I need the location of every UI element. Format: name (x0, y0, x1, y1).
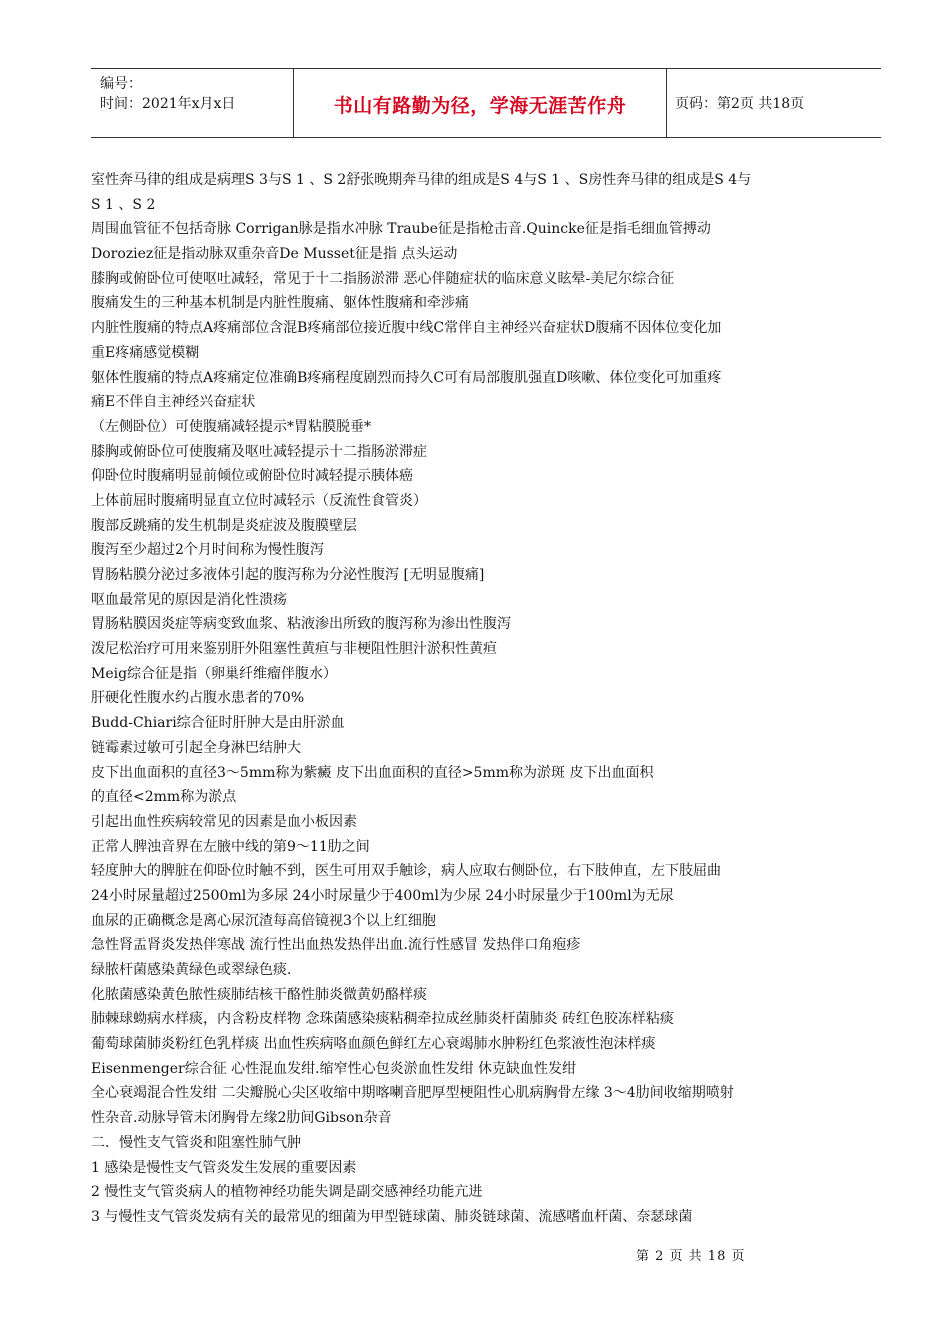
text-line: 化脓菌感染黄色脓性痰肺结核干酪性肺炎微黄奶酪样痰 (91, 986, 427, 1003)
text-line: 泼尼松治疗可用来鉴别肝外阻塞性黄疸与非梗阻性胆汁淤积性黄疸 (91, 641, 497, 658)
page-header (91, 68, 881, 138)
text-line: 肺棘球蚴病水样痰，内含粉皮样物 念珠菌感染痰粘稠牵拉成丝肺炎杆菌肺炎 砖红色胶冻样粘痰 (91, 1011, 674, 1028)
text-line: 躯体性腹痛的特点A疼痛定位准确B疼痛程度剧烈而持久C可有局部腹肌强直D咳嗽、体位变化可加重疼 (91, 369, 722, 386)
text-line: 1 感染是慢性支气管炎发生发展的重要因素 (91, 1159, 357, 1176)
text-line: 仰卧位时腹痛明显前倾位或俯卧位时减轻提示胰体癌 (91, 468, 413, 485)
text-line: 肝硬化性腹水约占腹水患者的70% (91, 690, 305, 707)
text-line: 绿脓杆菌感染黄绿色或翠绿色痰. (91, 962, 292, 978)
text-line: 全心衰竭混合性发绀 二尖瓣脱心尖区收缩中期喀喇音肥厚型梗阻性心肌病胸骨左缘 3～4肋间收缩期喷射 (91, 1085, 734, 1102)
document-number-label: 编号： (100, 76, 142, 92)
text-line: Budd-Chiari综合征时肝肿大是由肝淤血 (91, 715, 345, 732)
text-line: 重E疼痛感觉模糊 (91, 344, 200, 361)
text-line: Eisenmenger综合征 心性混血发绀.缩窄性心包炎淤血性发绀 休克缺血性发绀 (91, 1060, 577, 1077)
text-line: 腹部反跳痛的发生机制是炎症波及腹膜壁层 (91, 517, 357, 534)
text-line: 腹泻至少超过2个月时间称为慢性腹泻 (91, 542, 324, 559)
text-line: 3 与慢性支气管炎发病有关的最常见的细菌为甲型链球菌、肺炎链球菌、流感嗜血杆菌、奈瑟球菌 (91, 1208, 693, 1225)
page-footer: 第 2 页 共 18 页 (636, 1249, 746, 1264)
text-line: 腹痛发生的三种基本机制是内脏性腹痛、躯体性腹痛和牵涉痛 (91, 295, 469, 312)
header-meta-cell (91, 69, 293, 137)
text-line: 24小时尿量超过2500ml为多尿 24小时尿量少于400ml为少尿 24小时尿量少于100ml为无尿 (91, 887, 674, 904)
text-line: S 1 、S 2 (91, 196, 156, 213)
text-line: 胃肠粘膜因炎症等病变致血浆、粘液渗出所致的腹泻称为渗出性腹泻 (91, 616, 511, 633)
header-page-info: 页码：第2页 共18页 (675, 96, 805, 112)
text-line: 膝胸或俯卧位可使腹痛及呕吐减轻提示十二指肠淤滞症 (91, 443, 427, 460)
header-motto: 书山有路勤为径，学海无涯苦作舟 (333, 95, 627, 117)
document-time: 时间：2021年x月x日 (100, 96, 236, 112)
document-body (91, 168, 883, 1230)
text-line: 的直径<2mm称为淤点 (91, 789, 237, 806)
text-line: 链霉素过敏可引起全身淋巴结肿大 (91, 739, 301, 756)
text-line: 皮下出血面积的直径3～5mm称为紫癜 皮下出血面积的直径>5mm称为淤斑 皮下出血面积 (91, 764, 654, 781)
text-line: 轻度肿大的脾脏在仰卧位时触不到，医生可用双手触诊，病人应取右侧卧位，右下肢伸直，左下肢屈曲 (91, 863, 721, 880)
text-line: Doroziez征是指动脉双重杂音De Musset征是指 点头运动 (91, 246, 458, 263)
text-line: （左侧卧位）可使腹痛减轻提示*胃粘膜脱垂* (91, 418, 371, 435)
text-line: 痛E不伴自主神经兴奋症状 (91, 394, 256, 411)
text-line: 上体前屈时腹痛明显直立位时减轻示（反流性食管炎） (91, 492, 427, 509)
text-line: 胃肠粘膜分泌过多液体引起的腹泻称为分泌性腹泻 [无明显腹痛] (91, 567, 485, 583)
text-line: 2 慢性支气管炎病人的植物神经功能失调是副交感神经功能亢进 (91, 1184, 483, 1201)
text-line: 引起出血性疾病较常见的因素是血小板因素 (91, 813, 357, 830)
text-line: 二．慢性支气管炎和阻塞性肺气肿 (91, 1134, 301, 1151)
text-line: 性杂音.动脉导管未闭胸骨左缘2肋间Gibson杂音 (91, 1110, 392, 1127)
text-line: 周围血管征不包括奇脉 Corrigan脉是指水冲脉 Traube征是指枪击音.Quincke征是指毛细血管搏动 (91, 221, 711, 238)
text-line: 急性肾盂肾炎发热伴寒战 流行性出血热发热伴出血.流行性感冒 发热伴口角疱疹 (91, 937, 581, 954)
text-line: 正常人脾浊音界在左腋中线的第9～11肋之间 (91, 838, 370, 855)
header-page-cell (666, 69, 881, 137)
text-line: 内脏性腹痛的特点A疼痛部位含混B疼痛部位接近腹中线C常伴自主神经兴奋症状D腹痛不因体位变化加 (91, 320, 722, 337)
text-line: 膝胸或俯卧位可使呕吐减轻，常见于十二指肠淤滞 恶心伴随症状的临床意义眩晕-美尼尔综合征 (91, 270, 675, 287)
header-motto-cell (293, 69, 667, 137)
text-line: 室性奔马律的组成是病理S 3与S 1 、S 2舒张晚期奔马律的组成是S 4与S 1 、S房性奔马律的组成是S 4与 (91, 172, 752, 188)
text-line: 葡萄球菌肺炎粉红色乳样痰 出血性疾病咯血颜色鲜红左心衰竭肺水肿粉红色浆液性泡沫样痰 (91, 1036, 656, 1053)
text-line: 呕血最常见的原因是消化性溃疡 (91, 591, 287, 608)
text-line: 血尿的正确概念是离心尿沉渣每高倍镜视3个以上红细胞 (91, 912, 436, 929)
text-line: Meig综合征是指（卵巢纤维瘤伴腹水） (91, 665, 338, 682)
